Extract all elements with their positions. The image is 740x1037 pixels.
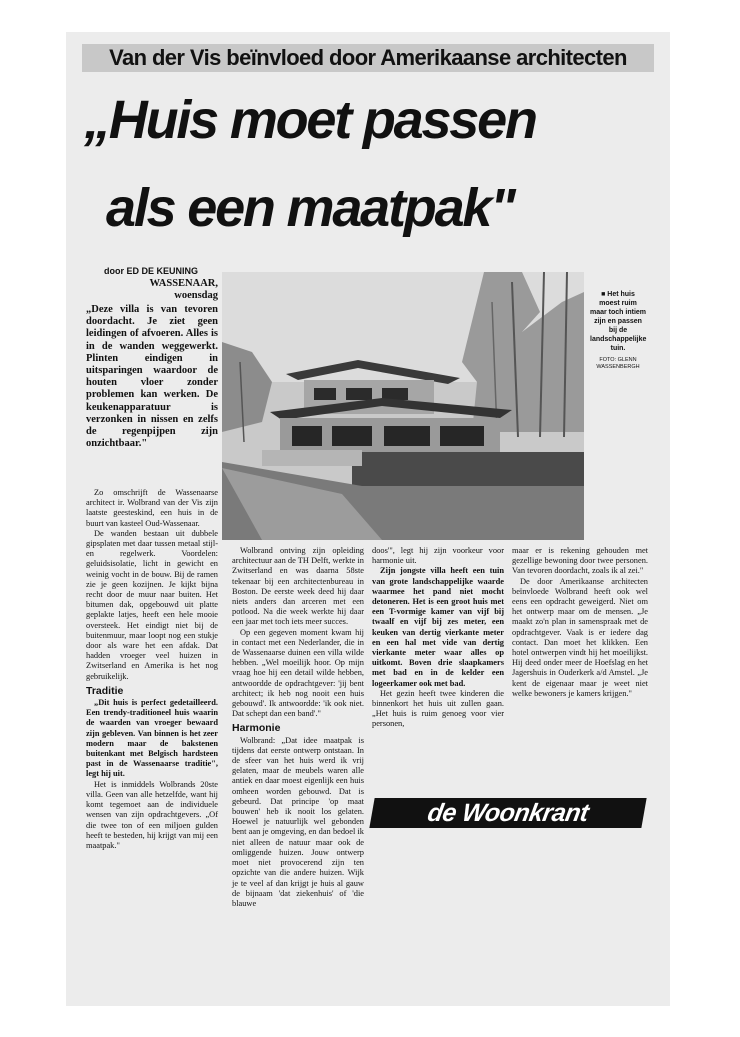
kicker: Van der Vis beïnvloed door Amerikaanse architecten <box>82 44 654 72</box>
article-column-2 <box>232 546 364 909</box>
woonkrant-logo: de Woonkrant <box>369 798 646 828</box>
paragraph: doos'", legt hij zijn voorkeur voor harmonie uit. <box>372 546 504 566</box>
photo-credit: FOTO: GLENN WASSENBERGH <box>596 357 640 370</box>
byline: door ED DE KEUNING <box>104 266 199 276</box>
newspaper-clipping <box>66 32 670 1006</box>
paragraph: Wolbrand: „Dat idee maatpak is tijdens dat eerste ontwerp ontstaan. In de sfeer van het huis werd ik vrij gelaten, maar de meubels waren alle antiek en daar moest eigenlijk een huis omheen worden gebouwd. Dat is gebeurd. Dat principe 'op maat bouwen' heb ik nooit los gelaten. Hoewel je natuurlijk wel gebonden bent aan je omgeving, en dan bedoel ik niet alleen de natuur maar ook de omliggende huizen. Jouw ontwerp moet niet provocerend zijn ten opzichte van die andere huizen. Wijk je te veel af dan krijgt je huis al gauw de bijnaam 'dat ziekenhuis' of 'die blauwe <box>232 735 364 908</box>
dateline-day: woensdag <box>174 290 218 301</box>
subheading-harmonie: Harmonie <box>232 722 281 735</box>
article-column-4 <box>512 546 648 699</box>
paragraph: „Dit huis is perfect gedetailleerd. Een trendy-traditioneel huis waarin de waarden van vroeger bewaard zijn gebleven. Van binnen is het zeer modern maar de bakstenen buitenkant met Belgisch hardsteen past in de Wassenaarse traditie", legt hij uit. <box>86 698 218 779</box>
house-photo-image <box>222 272 584 540</box>
house-photo <box>222 272 584 540</box>
headline-line-1: „Huis moet passen <box>84 90 536 150</box>
subheading-traditie: Traditie <box>86 684 124 697</box>
lead-paragraph: „Deze villa is van tevoren doordacht. Je ziet geen leidingen of afvoeren. Alles is in de wanden weggewerkt. Plinten eindigen in uitsparingen waardoor de houten vloer zonder problemen kan werken. De keukenapparatuur is verzonken in nissen en zelfs de regenpijpen zijn onzichtbaar." <box>86 304 218 450</box>
article-column-1 <box>86 488 218 851</box>
paragraph: De door Amerikaanse architecten beïnvloede Wolbrand heeft ook wel eens een opdracht geweigerd. Niet om het ontwerp maar om de mensen. „Je maakt zo'n plan in samenspraak met de opdrachtgever. Vaak is er iedere dag contact. Dan moet het klikken. Een hotel ontwerpen vindt hij het moeilijkst. Hij deed onder meer de Hoefslag en het Jagershuis in Ouderkerk a/d Amstel. „Je kent de eigenaar maar je weet niet welke bewoners je kamers krijgen." <box>512 576 648 698</box>
article-column-3 <box>372 546 504 730</box>
paragraph: Zo omschrijft de Wassenaarse architect ir. Wolbrand van der Vis zijn laatste geesteskind, een huis in de buurt van kasteel Oud-Wassenaar. <box>86 488 218 528</box>
dateline <box>132 278 218 302</box>
paragraph: maar er is rekening gehouden met gezellige bewoning door twee personen. Van tevoren doordacht, zoals ik al zei." <box>512 546 648 576</box>
paragraph: Het is inmiddels Wolbrands 20ste villa. Geen van alle hetzelfde, want hij komt tegemoet aan de individuele wensen van zijn opdrachtgevers. „Of die twee ton of een miljoen gulden heeft te besteden, hij krijgt van mij een maatpak." <box>86 779 218 850</box>
paragraph: Het gezin heeft twee kinderen die binnenkort het huis uit zullen gaan. „Het huis is ruim genoeg voor vier personen, <box>372 688 504 729</box>
paragraph: De wanden bestaan uit dubbele gipsplaten met daar tussen metaal stijl- en regelwerk. Voordelen: geluidsisolatie, licht in gewicht en weinig vocht in de bouw. Bij de ramen zie je geen kozijnen. Je kijkt bijna recht door de muur naar buiten. Het bitumen dak, opgebouwd uit platte geplakte latjes, heeft een hele mooie oversteek. Het eindigt niet bij de buitenmuur, maar loopt nog een stukje door als ware het een afdak. Dat hadden vroeger veel huizen in Zwitserland en Amerika is het nog gebruikelijk. <box>86 528 218 681</box>
photo-caption-text: ■ Het huis moest ruim maar toch intiem zijn en passen bij de landschappelijke tuin. <box>590 291 647 352</box>
paragraph: Zijn jongste villa heeft een tuin van grote landschappelijke waarde waarmee het pand niet mocht detoneren. Het is een groot huis met een T-vormige kamer van vijf bij twaalf en vijf bij zes meter, een keuken van dertig vierkante meter en een hal met vide van dertig vierkante meter waar alles op uitkomt. Boven drie slaapkamers met bad en in de kelder een logeerkamer ook met bad. <box>372 566 504 688</box>
paragraph: Wolbrand ontving zijn opleiding architectuur aan de TH Delft, werkte in Zwitserland en was daarna 58ste tekenaar bij een architectenbureau in Boston. De eerste week deed hij daar niets anders dan arceren met een potlood. Na die week werkte hij daar een jaar met toch iets meer succes. <box>232 546 364 627</box>
dateline-place: WASSENAAR, <box>149 278 218 289</box>
paragraph: Op een gegeven moment kwam hij in contact met een Nederlander, die in de Wassenaarse duinen een villa wilde hebben. „Wel moeilijk hoor. Op mijn vraag hoe hij een detail wilde hebben, antwoordde de opdrachtgever: 'jij bent architect; ik heb nog nooit een huis gebouwd'. Ik antwoordde: 'ik ook niet. Dat schept dan een band'." <box>232 627 364 719</box>
headline-line-2: als een maatpak" <box>106 178 514 238</box>
photo-caption <box>590 290 646 371</box>
